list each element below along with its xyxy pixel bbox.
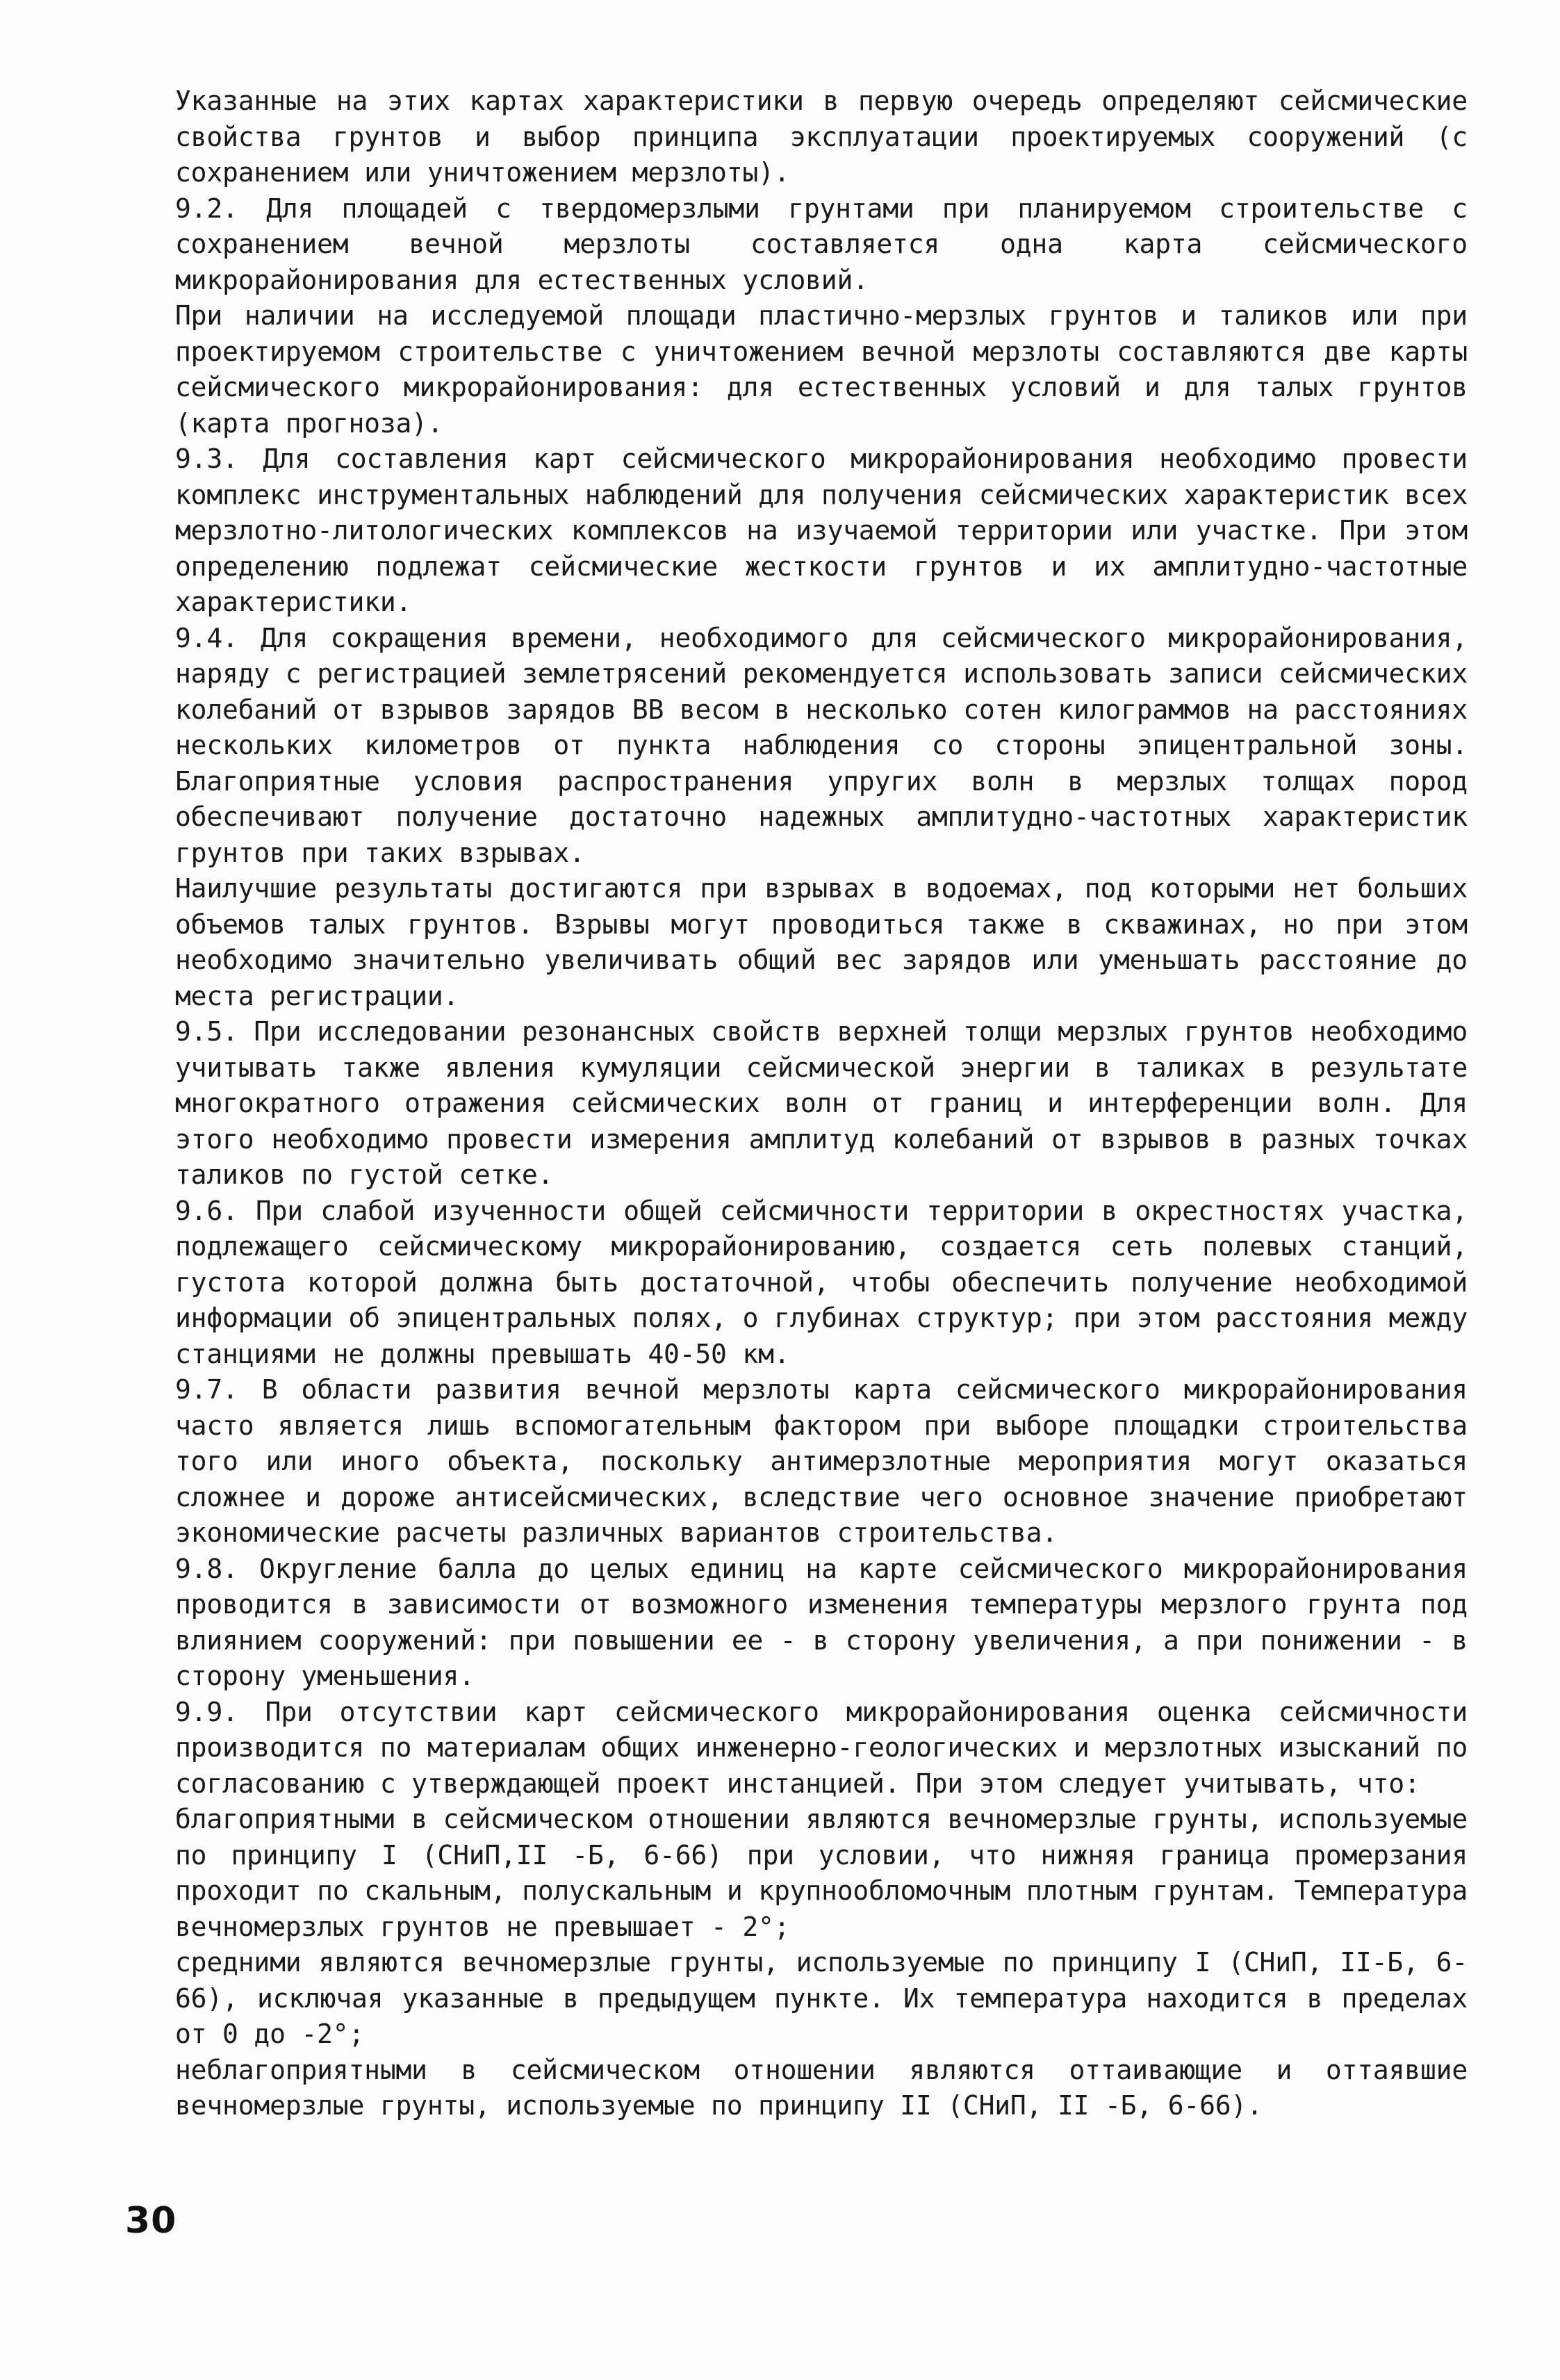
- paragraph-9-6: 9.6. При слабой изученности общей сейсмичности территории в окрестностях участка, подлежащего сейсмическому микрорайонированию, создается сеть полевых станций, густота которой должна быть достаточной, чтобы обеспечить получение необходимой информации об эпицентральных полях, о глубинах структур; при этом расстояния между станциями не должны превышать 40-50 км.: [175, 1195, 1468, 1369]
- paragraph-9-9: 9.9. При отсутствии карт сейсмического микрорайонирования оценка сейсмичности производится по материалам общих инженерно-геологических и мерзлотных изысканий по согласованию с утверждающей проект инстанцией. При этом следует учитывать, что:: [175, 1696, 1468, 1799]
- paragraph-9-2-cont: При наличии на исследуемой площади пластично-мерзлых грунтов и таликов или при проектируемом строительстве с уничтожением вечной мерзлоты составляются две карты сейсмического микрорайонирования: для естественных условий и для талых грунтов (карта прогноза).: [175, 300, 1468, 439]
- body-text: [175, 83, 1468, 2124]
- paragraph-9-7: 9.7. В области развития вечной мерзлоты карта сейсмического микрорайонирования часто является лишь вспомогательным фактором при выборе площадки строительства того или иного объекта, поскольку антимерзлотные мероприятия могут оказаться сложнее и дороже антисейсмических, вследствие чего основное значение приобретают экономические расчеты различных вариантов строительства.: [175, 1374, 1468, 1548]
- paragraph-9-8: 9.8. Округление балла до целых единиц на карте сейсмического микрорайонирования проводится в зависимости от возможного изменения температуры мерзлого грунта под влиянием сооружений: при повышении ее - в сторону увеличения, а при понижении - в сторону уменьшения.: [175, 1553, 1468, 1691]
- list-item-favorable: благоприятными в сейсмическом отношении являются вечномерзлые грунты, используемые по принципу I (СНиП,II -Б, 6-66) при условии, что нижняя граница промерзания проходит по скальным, полускальным и крупнообломочным плотным грунтам. Температура вечномерзлых грунтов не превышает - 2°;: [175, 1804, 1468, 1942]
- page-number: 30: [125, 2200, 177, 2242]
- list-item-unfavorable: неблагоприятными в сейсмическом отношении являются оттаивающие и оттаявшие вечномерзлые грунты, используемые по принципу II (СНиП, II -Б, 6-66).: [175, 2054, 1468, 2121]
- paragraph-9-3: 9.3. Для составления карт сейсмического микрорайонирования необходимо провести комплекс инструментальных наблюдений для получения сейсмических характеристик всех мерзлотно-литологических комплексов на изучаемой территории или участке. При этом определению подлежат сейсмические жесткости грунтов и их амплитудно-частотные характеристики.: [175, 443, 1468, 617]
- paragraph-9-4: 9.4. Для сокращения времени, необходимого для сейсмического микрорайонирования, наряду с регистрацией землетрясений рекомендуется использовать записи сейсмических колебаний от взрывов зарядов ВВ весом в несколько сотен килограммов на расстояниях нескольких километров от пункта наблюдения со стороны эпицентральной зоны. Благоприятные условия распространения упругих волн в мерзлых толщах пород обеспечивают получение достаточно надежных амплитудно-частотных характеристик грунтов при таких взрывах.: [175, 622, 1468, 868]
- paragraph-9-5: 9.5. При исследовании резонансных свойств верхней толщи мерзлых грунтов необходимо учитывать также явления кумуляции сейсмической энергии в таликах в результате многократного отражения сейсмических волн от границ и интерференции волн. Для этого необходимо провести измерения амплитуд колебаний от взрывов в разных точках таликов по густой сетке.: [175, 1016, 1468, 1190]
- paragraph-intro: Указанные на этих картах характеристики в первую очередь определяют сейсмические свойства грунтов и выбор принципа эксплуатации проектируемых сооружений (с сохранением или уничтожением мерзлоты).: [175, 85, 1468, 188]
- list-item-medium: средними являются вечномерзлые грунты, используемые по принципу I (СНиП, II-Б, 6-66), исключая указанные в предыдущем пункте. Их температура находится в пределах от 0 до -2°;: [175, 1947, 1468, 2049]
- paragraph-9-2: 9.2. Для площадей с твердомерзлыми грунтами при планируемом строительстве с сохранением вечной мерзлоты составляется одна карта сейсмического микрорайонирования для естественных условий.: [175, 193, 1468, 295]
- paragraph-9-4-cont: Наилучшие результаты достигаются при взрывах в водоемах, под которыми нет больших объемов талых грунтов. Взрывы могут проводиться также в скважинах, но при этом необходимо значительно увеличивать общий вес зарядов или уменьшать расстояние до места регистрации.: [175, 873, 1468, 1011]
